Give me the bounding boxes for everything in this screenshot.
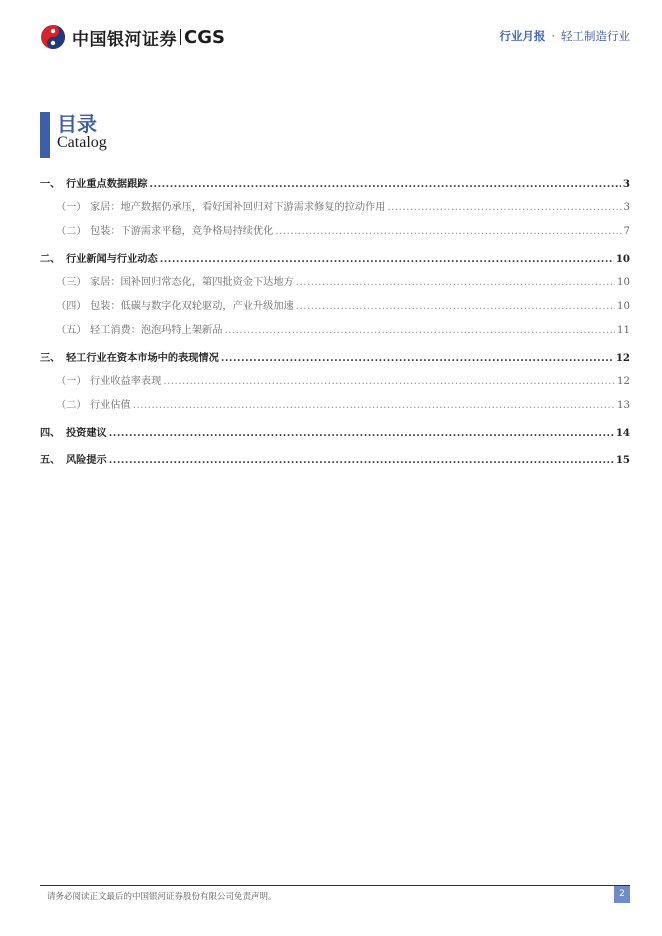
toc-entry-title: 风险提示: [66, 454, 107, 466]
toc-entry-page: 7: [623, 226, 630, 237]
toc-entry-number: （三）: [56, 277, 87, 288]
company-logo: [40, 24, 225, 50]
toc-entry-page: 13: [617, 400, 630, 411]
logo-text-en: CGS: [184, 26, 225, 48]
toc-subsection-entry[interactable]: [40, 275, 630, 299]
toc-entry-title: 行业收益率表现: [90, 376, 162, 387]
toc-entry-number: （四）: [56, 301, 87, 312]
toc-leader-dots: [221, 350, 614, 366]
toc-subsection-entry[interactable]: [40, 200, 630, 224]
toc-leader-dots: [109, 452, 614, 468]
toc-entry-title: 家居：地产数据仍承压，看好国补回归对下游需求修复的拉动作用: [90, 202, 386, 213]
toc-leader-dots: [296, 275, 615, 291]
toc-leader-dots: [163, 374, 615, 390]
toc-entry-page: 10: [615, 253, 630, 265]
toc-leader-dots: [133, 398, 615, 414]
header-separator: ·: [551, 29, 555, 43]
toc-entry-page: 10: [617, 277, 630, 288]
toc-leader-dots: [387, 200, 621, 216]
toc-subsection-entry[interactable]: [40, 398, 630, 422]
toc-section-entry[interactable]: [40, 176, 630, 200]
page-title: 目录: [57, 112, 97, 136]
toc-leader-dots: [224, 323, 615, 339]
toc-section-entry[interactable]: [40, 425, 630, 449]
toc-entry-page: 3: [623, 202, 630, 213]
toc-entry-title: 行业新闻与行业动态: [66, 253, 158, 265]
toc-entry-page: 11: [617, 325, 630, 336]
toc-entry-number: 一、: [40, 178, 61, 190]
toc-leader-dots: [150, 176, 621, 192]
toc-leader-dots: [275, 224, 621, 240]
toc-section-entry[interactable]: [40, 350, 630, 374]
toc-leader-dots: [160, 251, 614, 267]
toc-entry-title: 包装：低碳与数字化双轮驱动，产业升级加速: [90, 301, 294, 312]
logo-text-cn: 中国银河证券: [72, 29, 177, 50]
toc-entry-page: 12: [615, 352, 630, 364]
toc-subsection-entry[interactable]: [40, 299, 630, 323]
toc-leader-dots: [296, 299, 615, 315]
toc-subsection-entry[interactable]: [40, 224, 630, 248]
footer-disclaimer: 请务必阅读正文最后的中国银河证券股份有限公司免责声明。: [47, 892, 277, 902]
toc-entry-page: 15: [615, 454, 630, 466]
toc-entry-page: 12: [617, 376, 630, 387]
toc-entry-number: 五、: [40, 454, 61, 466]
report-header-label: [499, 28, 630, 44]
toc-entry-number: （二）: [56, 226, 87, 237]
toc-entry-page: 3: [622, 178, 630, 190]
toc-entry-number: （一）: [56, 202, 87, 213]
logo-divider: [180, 29, 181, 45]
toc-entry-title: 轻工行业在资本市场中的表现情况: [66, 352, 219, 364]
toc-entry-page: 10: [617, 301, 630, 312]
toc-entry-title: 家居：国补回归常态化，第四批资金下达地方: [90, 277, 294, 288]
toc-entry-page: 14: [615, 427, 630, 439]
cgs-logo-icon: [40, 24, 68, 50]
toc-entry-number: （二）: [56, 400, 87, 411]
toc-entry-number: （一）: [56, 376, 87, 387]
title-accent-bar: [40, 112, 50, 158]
toc-section-entry[interactable]: [40, 452, 630, 476]
toc-subsection-entry[interactable]: [40, 374, 630, 398]
toc-leader-dots: [109, 425, 614, 441]
industry-name: 轻工制造行业: [561, 29, 630, 43]
toc-entry-title: 轻工消费：泡泡玛特上架新品: [90, 325, 223, 336]
toc-section-entry[interactable]: [40, 251, 630, 275]
toc-entry-title: 行业重点数据跟踪: [66, 178, 148, 190]
footer-divider: [40, 885, 630, 886]
toc-entry-title: 包装：下游需求平稳，竞争格局持续优化: [90, 226, 274, 237]
report-type: 行业月报: [499, 29, 546, 43]
toc-entry-number: （五）: [56, 325, 87, 336]
toc-entry-number: 四、: [40, 427, 61, 439]
page-number: 2: [614, 886, 630, 903]
toc-entry-number: 二、: [40, 253, 61, 265]
toc-entry-title: 投资建议: [66, 427, 107, 439]
toc-entry-number: 三、: [40, 352, 61, 364]
toc-entry-title: 行业估值: [90, 400, 131, 411]
table-of-contents: [40, 173, 630, 476]
page-subtitle: Catalog: [57, 134, 107, 151]
toc-subsection-entry[interactable]: [40, 323, 630, 347]
